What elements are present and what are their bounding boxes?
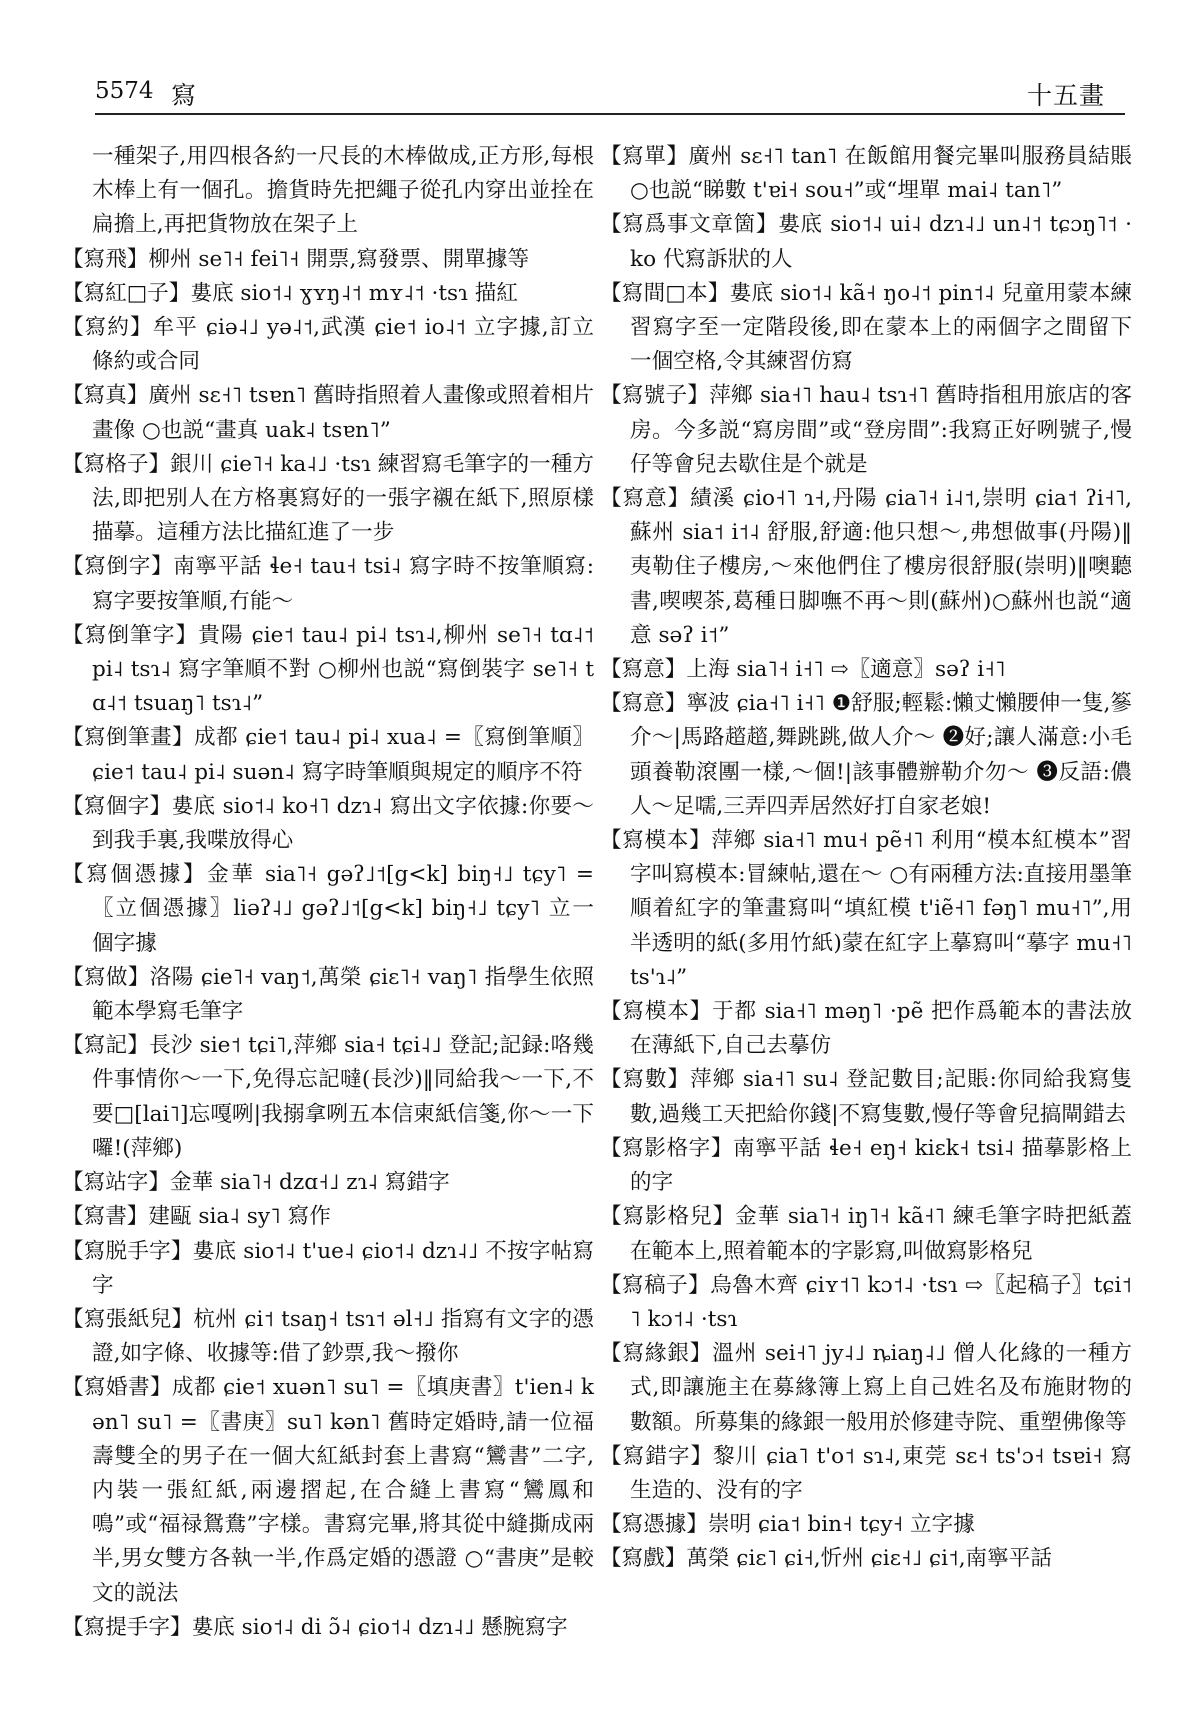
dictionary-entry: 【寫記】長沙 sie˦ tɕi˥,萍鄉 sia˧ tɕi˨˩ 登記;記録:咯幾件事情你～一下,免得忘記噠(長沙)‖同給我～一下,不要□[lai˥]忘嘎咧|我搦拿咧五本信柬紙信箋,你～一下囉!(萍鄉) xyxy=(62,1033,594,1161)
dictionary-entry: 【寫站字】金華 sia˥˧ dzɑ˧˩ zɿ˨ 寫錯字 xyxy=(62,1170,450,1196)
header-rule xyxy=(95,113,1125,115)
dictionary-entry: 【寫真】廣州 sɛ˧˥ tsɐn˥ 舊時指照着人畫像或照着相片畫像 ○也説“畫真 uak˨ tsɐn˥” xyxy=(62,383,594,443)
dictionary-entry: 【寫脱手字】婁底 sio˦˨ t'ue˨ ɕio˦˨ dzɿ˨˩ 不按字帖寫字 xyxy=(62,1238,594,1298)
right-column xyxy=(600,140,1132,1577)
dictionary-entry: 【寫個憑據】金華 sia˥˧ gəʔ˩˦[g<k] biŋ˧˩ tɕy˥ =〖立個憑據〗liəʔ˨˩ gəʔ˩˦[g<k] biŋ˧˩ tɕy˥ 立一個字據 xyxy=(62,862,594,956)
dictionary-entry: 【寫書】建甌 sia˨ sy˥ 寫作 xyxy=(62,1204,331,1230)
dictionary-entry: 【寫錯字】黎川 ɕia˥ t'o˦ sɿ˨,東莞 sɛ˧ ts'ɔ˧ tsɐi˧ 寫生造的、没有的字 xyxy=(600,1443,1132,1503)
page-number: 5574 xyxy=(95,78,154,104)
dictionary-entry: 【寫間□本】婁底 sio˦˨ kã˧ ŋo˨˦ pin˦˨ 兒童用蒙本練習寫字至一定階段後,即在蒙本上的兩個字之間留下一個空格,令其練習仿寫 xyxy=(600,280,1132,375)
dictionary-entry: 【寫緣銀】溫州 sei˧˥ jy˨˩ ȵiaŋ˨˩ 僧人化緣的一種方式,即讓施主在募緣簿上寫上自己姓名及布施財物的數額。所募集的緣銀一般用於修建寺院、重塑佛像等 xyxy=(600,1341,1132,1435)
dictionary-entry: 【寫憑據】崇明 ɕia˦ bin˧ tɕy˧ 立字據 xyxy=(600,1512,975,1538)
dictionary-entry: 【寫意】寧波 ɕia˧˥ i˧˥ ❶舒服;輕鬆:懶丈懶腰伸一隻,篸介～|馬路趦趦,舞跳跳,做人介～ ❷好;讓人滿意:小毛頭養勒滾團一樣,～個!|該事體辦勒介勿～ ❸反語:儂人～足嚅,三弄四弄居然好打自家老娘! xyxy=(600,691,1132,819)
dictionary-entry: 【寫提手字】婁底 sio˦˨ di ɔ̃˨ ɕio˦˨ dzɿ˨˩ 懸腕寫字 xyxy=(62,1614,568,1640)
head-character: 寫 xyxy=(171,81,197,110)
dictionary-entry: 【寫飛】柳州 se˥˧ fei˥˧ 開票,寫發票、開單據等 xyxy=(62,246,530,272)
dictionary-entry: 【寫意】績溪 ɕio˧˥ ɿ˧,丹陽 ɕia˥˧ i˨˦,崇明 ɕia˦ ʔi˧˥,蘇州 sia˦ i˦˨ 舒服,舒適:他只想～,弗想做事(丹陽)‖夷勒住子樓房,～來他們住了樓房很舒服(崇明)‖噢聽書,喫喫茶,葛種日脚嘸不再～則(蘇州)○蘇州也説“適意 səʔ i˦” xyxy=(600,486,1132,648)
dictionary-entry: 【寫個字】婁底 sio˦˨ ko˧˥ dzɿ˨ 寫出文字依據:你要～到我手裏,我喋放得心 xyxy=(62,793,594,854)
dictionary-entry: 【寫影格字】南寧平話 ɬe˧ eŋ˧ kiɛk˧ tsi˨ 描摹影格上的字 xyxy=(600,1135,1132,1196)
dictionary-entry: 【寫單】廣州 sɛ˧˥ tan˥ 在飯館用餐完畢叫服務員結賬 ○也説“睇數 t'ɐi˧ sou˧”或“埋單 mai˨ tan˥” xyxy=(600,144,1132,204)
dictionary-entry: 【寫數】萍鄉 sia˧˥ su˨ 登記數目;記賬:你同給我寫隻數,過幾工天把給你錢|不寫隻數,慢仔等會兒搞閘錯去 xyxy=(600,1067,1132,1127)
dictionary-entry: 【寫婚書】成都 ɕie˦ xuən˥ su˥ =〖填庚書〗t'ien˨ kən˥ su˥ =〖書庚〗su˥ kən˥ 舊時定婚時,請一位福壽雙全的男子在一個大紅紙封套上書寫“鸞書”二字,内裝一張紅紙,兩邊摺起,在合縫上書寫“鸞鳳和鳴”或“福禄鴛鴦”字樣。書寫完畢,將其從中縫撕成兩半,男女雙方各執一半,作爲定婚的憑證 ○“書庚”是較文的説法 xyxy=(62,1375,594,1606)
dictionary-entry: 【寫影格兒】金華 sia˥˧ iŋ˥˧ kã˧˥ 練毛筆字時把紙蓋在範本上,照着範本的字影寫,叫做寫影格兒 xyxy=(600,1204,1132,1264)
dictionary-entry: 【寫做】洛陽 ɕie˥˧ vaŋ˦,萬榮 ɕiɛ˥˧ vaŋ˥ 指學生依照範本學寫毛筆字 xyxy=(62,964,594,1025)
dictionary-entry: 【寫戲】萬榮 ɕiɛ˥ ɕi˧,忻州 ɕiɛ˧˩ ɕi˦,南寧平話 xyxy=(600,1546,1052,1572)
dictionary-entry: 【寫約】牟平 ɕiə˨˩ yə˨˦,武漢 ɕie˦ io˨˦ 立字據,訂立條約或合同 xyxy=(62,315,594,375)
dictionary-entry: 【寫格子】銀川 ɕie˥˧ ka˨˩ ·tsɿ 練習寫毛筆字的一種方法,即把别人在方格裏寫好的一張字襯在紙下,照原樣描摹。這種方法比描紅進了一步 xyxy=(62,451,594,546)
section-label: 十五畫 xyxy=(1026,81,1105,110)
dictionary-entry: 【寫爲事文章箇】婁底 sio˦˨ ui˨ dzɿ˨˩ un˨˦ tɕɔŋ˥˦ ·ko 代寫訴狀的人 xyxy=(600,212,1132,272)
dictionary-entry: 【寫倒字】南寧平話 ɬe˧ tau˧ tsi˨ 寫字時不按筆順寫:寫字要按筆順,冇能～ xyxy=(62,554,594,614)
dictionary-entry: 【寫倒筆畫】成都 ɕie˦ tau˨ pi˨ xua˨ =〖寫倒筆順〗ɕie˦ tau˨ pi˨ suən˨ 寫字時筆順與規定的順序不符 xyxy=(62,725,594,785)
left-column xyxy=(62,140,594,1645)
dictionary-entry: 【寫張紙兒】杭州 ɕi˦ tsaŋ˧ tsɿ˦ əl˧˩ 指寫有文字的憑證,如字條、收據等:借了鈔票,我～撥你 xyxy=(62,1306,594,1367)
dictionary-entry: 【寫意】上海 sia˥˧ i˧˥ ⇨〖適意〗səʔ i˧˥ xyxy=(600,657,1006,683)
page-header xyxy=(95,78,1105,112)
dictionary-entry: 【寫號子】萍鄉 sia˧˥ hau˨ tsɿ˧˥ 舊時指租用旅店的客房。今多説“寫房間”或“登房間”:我寫正好咧號子,慢仔等會兒去歇住是个就是 xyxy=(600,383,1132,477)
dictionary-entry: 一種架子,用四根各約一尺長的木棒做成,正方形,每根木棒上有一個孔。擔貨時先把繩子從孔内穿出並拴在扁擔上,再把貨物放在架子上 xyxy=(92,144,594,238)
dictionary-entry: 【寫稿子】烏魯木齊 ɕiʏ˦˥ kɔ˦˨ ·tsɿ ⇨〖起稿子〗tɕi˦˥ kɔ˦˨ ·tsɿ xyxy=(600,1272,1132,1332)
dictionary-entry: 【寫模本】于都 sia˧˥ məŋ˥ ·pẽ 把作爲範本的書法放在薄紙下,自己去摹仿 xyxy=(600,999,1132,1059)
dictionary-entry: 【寫紅□子】婁底 sio˦˨ ɣʏŋ˨˦ mʏ˨˦ ·tsɿ 描紅 xyxy=(62,280,518,306)
dictionary-entry: 【寫模本】萍鄉 sia˧˥ mu˧ pẽ˧˥ 利用“模本紅模本”習字叫寫模本:冒練帖,還在～ ○有兩種方法:直接用墨筆順着紅字的筆畫寫叫“填紅模 t'iẽ˧˥ fəŋ˥ mu˧˥”,用半透明的紙(多用竹紙)蒙在紅字上摹寫叫“摹字 mu˧˥ ts'ɿ˨” xyxy=(600,828,1132,990)
dictionary-entry: 【寫倒筆字】貴陽 ɕie˦ tau˨ pi˨ tsɿ˨,柳州 se˥˧ tɑ˨˦ pi˨ tsɿ˨ 寫字筆順不對 ○柳州也説“寫倒裝字 se˥˧ tɑ˨˦ tsuaŋ˥ tsɿ˨” xyxy=(62,622,594,717)
